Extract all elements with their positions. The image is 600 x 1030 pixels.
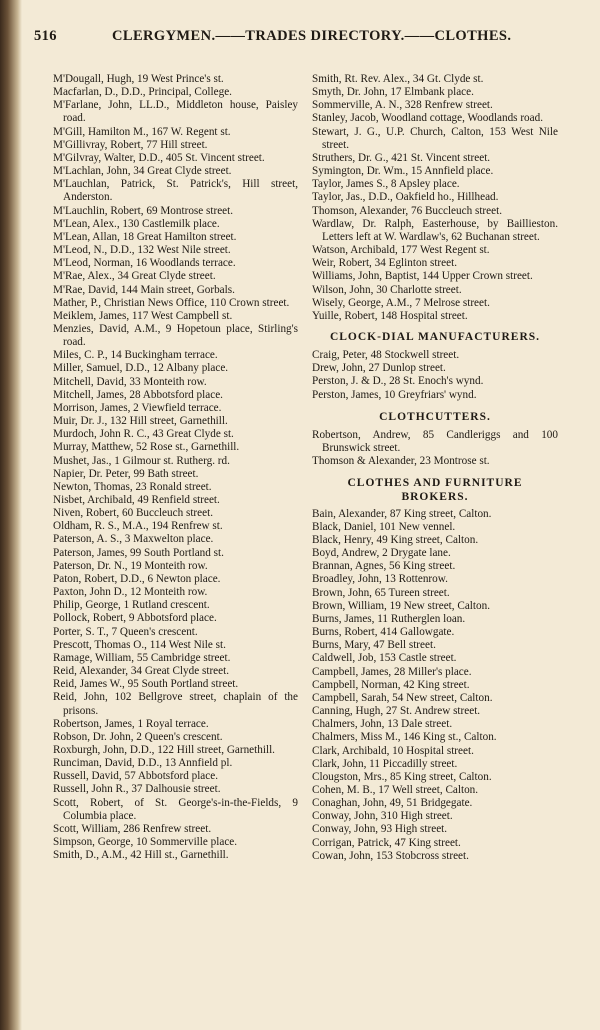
- directory-entry: Murray, Matthew, 52 Rose st., Garnethill.: [53, 441, 240, 454]
- section-title-brokers: [312, 477, 558, 503]
- directory-entry: Newton, Thomas, 23 Ronald street.: [53, 480, 212, 493]
- directory-entry: Oldham, R. S., M.A., 194 Renfrew st.: [53, 520, 223, 533]
- directory-entry: Burns, Mary, 47 Bell street.: [312, 639, 436, 652]
- directory-entry: M'Lauchlan, Patrick, St. Patrick's, Hill street, Anderston.: [53, 178, 298, 204]
- directory-entry: Brannan, Agnes, 56 King street.: [312, 560, 456, 573]
- directory-entry: Thomson & Alexander, 23 Montrose st.: [312, 455, 490, 468]
- directory-entry: M'Leod, N., D.D., 132 West Nile street.: [53, 244, 231, 257]
- directory-entry: M'Lachlan, John, 34 Great Clyde street.: [53, 165, 232, 178]
- directory-entry: Simpson, George, 10 Sommerville place.: [53, 836, 238, 849]
- directory-entry: Black, Daniel, 101 New vennel.: [312, 520, 456, 533]
- directory-entry: M'Rae, David, 144 Main street, Gorbals.: [53, 283, 235, 296]
- directory-entry: Clark, Archibald, 10 Hospital street.: [312, 744, 474, 757]
- directory-entry: Taylor, James S., 8 Apsley place.: [312, 178, 460, 191]
- directory-entry: Reid, John, 102 Bellgrove street, chaplain of the prisons.: [53, 691, 298, 717]
- clock-dial-list: [312, 349, 558, 402]
- directory-entry: Broadley, John, 13 Rottenrow.: [312, 573, 448, 586]
- directory-entry: Wisely, George, A.M., 7 Melrose street.: [312, 296, 490, 309]
- section-title-clock-dial: CLOCK-DIAL MANUFACTURERS.: [329, 330, 541, 343]
- section-title-brokers-line1: CLOTHES AND FURNITURE: [347, 477, 523, 490]
- directory-entry: Caldwell, Job, 153 Castle street.: [312, 652, 457, 665]
- directory-entry: M'Leod, Norman, 16 Woodlands terrace.: [53, 257, 236, 270]
- section-title-brokers-line2: BROKERS.: [401, 490, 469, 503]
- right-column: [312, 73, 558, 863]
- directory-entry: Pollock, Robert, 9 Abbotsford place.: [53, 612, 217, 625]
- directory-entry: Burns, James, 11 Rutherglen loan.: [312, 612, 466, 625]
- directory-entry: M'Lean, Alex., 130 Castlemilk place.: [53, 217, 220, 230]
- directory-entry: Yuille, Robert, 148 Hospital street.: [312, 309, 468, 322]
- directory-entry: Corrigan, Patrick, 47 King street.: [312, 836, 461, 849]
- directory-entry: Scott, Robert, of St. George's-in-the-Fields, 9 Columbia place.: [53, 796, 298, 822]
- directory-entry: M'Farlane, John, LL.D., Middleton house, Paisley road.: [53, 99, 298, 125]
- directory-entry: Nisbet, Archibald, 49 Renfield street.: [53, 494, 220, 506]
- directory-entry: Smyth, Dr. John, 17 Elmbank place.: [312, 86, 474, 99]
- directory-entry: Clougston, Mrs., 85 King street, Calton.: [312, 770, 492, 783]
- directory-entry: Bain, Alexander, 87 King street, Calton.: [312, 507, 492, 520]
- directory-entry: Stewart, J. G., U.P. Church, Calton, 153 West Nile street.: [312, 125, 558, 151]
- clothcutters-list: [312, 429, 558, 468]
- directory-entry: Meiklem, James, 117 West Campbell st.: [53, 309, 233, 322]
- directory-entry: Russell, John R., 37 Dalhousie street.: [53, 783, 221, 796]
- directory-entry: Paxton, John D., 12 Monteith row.: [53, 586, 208, 599]
- directory-entry: Smith, Rt. Rev. Alex., 34 Gt. Clyde st.: [312, 73, 484, 85]
- directory-entry: Brown, William, 19 New street, Calton.: [312, 599, 491, 612]
- directory-entry: M'Lauchlin, Robert, 69 Montrose street.: [53, 204, 234, 217]
- directory-entry: Sommerville, A. N., 328 Renfrew street.: [312, 99, 493, 112]
- directory-entry: Mather, P., Christian News Office, 110 Crown street.: [53, 296, 290, 309]
- directory-entry: Paterson, A. S., 3 Maxwelton place.: [53, 533, 214, 546]
- directory-entry: Reid, Alexander, 34 Great Clyde street.: [53, 665, 230, 678]
- directory-entry: Miller, Samuel, D.D., 12 Albany place.: [53, 362, 229, 375]
- directory-entry: Stanley, Jacob, Woodland cottage, Woodlands road.: [312, 112, 544, 125]
- directory-entry: M'Gill, Hamilton M., 167 W. Regent st.: [53, 125, 231, 138]
- directory-entry: Roxburgh, John, D.D., 122 Hill street, Garnethill.: [53, 743, 275, 756]
- directory-entry: M'Lean, Allan, 18 Great Hamilton street.: [53, 230, 237, 243]
- directory-entry: Wardlaw, Dr. Ralph, Easterhouse, by Baillieston. Letters left at W. Wardlaw's, 62 Buchanan street.: [312, 217, 558, 243]
- directory-entry: Clark, John, 11 Piccadilly street.: [312, 757, 458, 770]
- directory-entry: Perston, James, 10 Greyfriars' wynd.: [312, 388, 477, 401]
- directory-entry: Murdoch, John R. C., 43 Great Clyde st.: [53, 428, 234, 441]
- directory-entry: Burns, Robert, 414 Gallowgate.: [312, 626, 455, 639]
- clergymen-continued-list: [312, 73, 558, 323]
- directory-entry: Napier, Dr. Peter, 99 Bath street.: [53, 467, 199, 480]
- directory-entry: M'Gilvray, Walter, D.D., 405 St. Vincent street.: [53, 151, 265, 164]
- directory-entry: Macfarlan, D., D.D., Principal, College.: [53, 86, 232, 99]
- directory-entry: Struthers, Dr. G., 421 St. Vincent street.: [312, 151, 491, 164]
- directory-entry: Robertson, James, 1 Royal terrace.: [53, 717, 209, 730]
- directory-entry: Mitchell, David, 33 Monteith row.: [53, 375, 207, 388]
- directory-entry: Niven, Robert, 60 Buccleuch street.: [53, 507, 213, 520]
- directory-entry: Cowan, John, 153 Stobcross street.: [312, 849, 469, 862]
- directory-entry: Russell, David, 57 Abbotsford place.: [53, 770, 218, 783]
- directory-entry: Conway, John, 93 High street.: [312, 823, 448, 836]
- directory-entry: Thomson, Alexander, 76 Buccleuch street.: [312, 204, 502, 217]
- directory-entry: Weir, Robert, 34 Eglinton street.: [312, 257, 457, 270]
- directory-entry: Miles, C. P., 14 Buckingham terrace.: [53, 349, 218, 362]
- directory-entry: Taylor, Jas., D.D., Oakfield ho., Hillhead.: [312, 191, 499, 204]
- clothes-brokers-list: [312, 508, 558, 863]
- directory-entry: Drew, John, 27 Dunlop street.: [312, 362, 446, 375]
- directory-entry: Smith, D., A.M., 42 Hill st., Garnethill.: [53, 849, 229, 862]
- directory-entry: Robson, Dr. John, 2 Queen's crescent.: [53, 730, 223, 743]
- directory-entry: Perston, J. & D., 28 St. Enoch's wynd.: [312, 375, 484, 388]
- directory-entry: Conway, John, 310 High street.: [312, 810, 453, 823]
- directory-entry: Campbell, Sarah, 54 New street, Calton.: [312, 691, 493, 704]
- directory-entry: Paton, Robert, D.D., 6 Newton place.: [53, 572, 221, 585]
- directory-entry: Scott, William, 286 Renfrew street.: [53, 822, 212, 835]
- directory-entry: Watson, Archibald, 177 West Regent st.: [312, 244, 490, 257]
- section-title-clothcutters: CLOTHCUTTERS.: [379, 410, 491, 423]
- directory-entry: Porter, S. T., 7 Queen's crescent.: [53, 625, 198, 638]
- directory-entry: Brown, John, 65 Tureen street.: [312, 586, 450, 599]
- directory-entry: Campbell, Norman, 42 King street.: [312, 678, 470, 691]
- directory-entry: Muir, Dr. J., 132 Hill street, Garnethill.: [53, 415, 228, 428]
- directory-entry: M'Dougall, Hugh, 19 West Prince's st.: [53, 73, 224, 85]
- directory-entry: M'Rae, Alex., 34 Great Clyde street.: [53, 270, 216, 283]
- directory-entry: Paterson, James, 99 South Portland st.: [53, 546, 224, 559]
- book-gutter: [0, 0, 22, 1030]
- directory-entry: Ramage, William, 55 Cambridge street.: [53, 651, 231, 664]
- directory-entry: Philip, George, 1 Rutland crescent.: [53, 599, 210, 612]
- directory-entry: Chalmers, John, 13 Dale street.: [312, 718, 453, 731]
- directory-entry: Reid, James W., 95 South Portland street.: [53, 678, 239, 691]
- directory-entry: Symington, Dr. Wm., 15 Annfield place.: [312, 165, 494, 178]
- directory-entry: Mitchell, James, 28 Abbotsford place.: [53, 388, 223, 401]
- directory-entry: Mushet, Jas., 1 Gilmour st. Rutherg. rd.: [53, 454, 230, 467]
- running-head: CLERGYMEN.——TRADES DIRECTORY.——CLOTHES.: [112, 28, 512, 44]
- directory-entry: M'Gillivray, Robert, 77 Hill street.: [53, 138, 208, 151]
- page-header: [34, 28, 574, 52]
- directory-entry: Boyd, Andrew, 2 Drygate lane.: [312, 547, 451, 560]
- directory-entry: Paterson, Dr. N., 19 Monteith row.: [53, 559, 208, 572]
- directory-entry: Campbell, James, 28 Miller's place.: [312, 665, 472, 678]
- directory-entry: Williams, John, Baptist, 144 Upper Crown street.: [312, 270, 533, 283]
- directory-entry: Menzies, David, A.M., 9 Hopetoun place, Stirling's road.: [53, 322, 298, 349]
- directory-entry: Cohen, M. B., 17 Well street, Calton.: [312, 783, 479, 796]
- directory-entry: Runciman, David, D.D., 13 Annfield pl.: [53, 757, 233, 770]
- directory-entry: Robertson, Andrew, 85 Candleriggs and 100 Brunswick street.: [312, 428, 558, 455]
- directory-entry: Canning, Hugh, 27 St. Andrew street.: [312, 705, 481, 718]
- directory-entry: Morrison, James, 2 Viewfield terrace.: [53, 401, 222, 414]
- directory-entry: Wilson, John, 30 Charlotte street.: [312, 283, 462, 296]
- directory-entry: Chalmers, Miss M., 146 King st., Calton.: [312, 731, 497, 744]
- left-column: [53, 73, 298, 862]
- directory-entry: Craig, Peter, 48 Stockwell street.: [312, 349, 460, 362]
- page-number: 516: [34, 28, 57, 44]
- directory-entry: Conaghan, John, 49, 51 Bridgegate.: [312, 797, 473, 810]
- directory-entry: Black, Henry, 49 King street, Calton.: [312, 534, 479, 546]
- directory-entry: Prescott, Thomas O., 114 West Nile st.: [53, 638, 226, 651]
